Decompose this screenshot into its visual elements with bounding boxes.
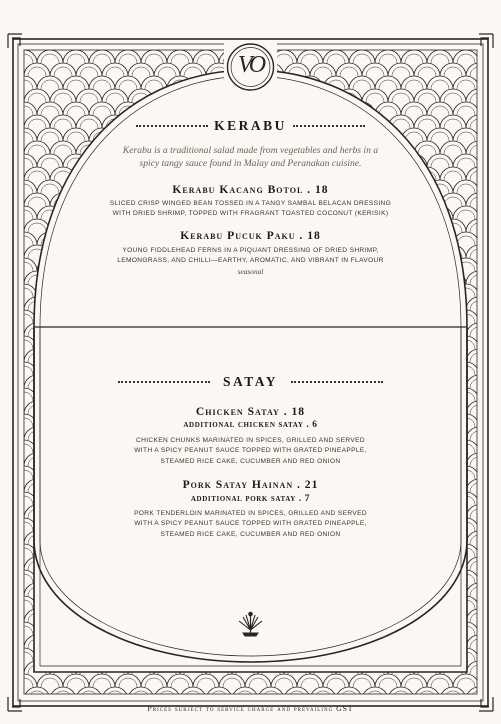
scallop-mark bbox=[470, 93, 488, 102]
scallop-mark bbox=[470, 275, 488, 284]
scallop-mark bbox=[2, 613, 20, 622]
scallop-mark bbox=[470, 665, 488, 674]
dish-description-line: WITH DRIED SHRIMP, TOPPED WITH FRAGRANT TOASTED COCONUT (KERISIK) bbox=[112, 210, 389, 218]
scallop-mark bbox=[132, 717, 150, 724]
scallop-mark bbox=[366, 717, 384, 724]
dish-description-line: WITH A SPICY PEANUT SAUCE TOPPED WITH GRATED PINEAPPLE, bbox=[134, 520, 367, 528]
scallop-mark bbox=[340, 691, 358, 700]
scallop-mark bbox=[327, 678, 345, 687]
scallop-mark bbox=[349, 674, 375, 687]
scallop-mark bbox=[41, 106, 59, 115]
scallop-mark bbox=[0, 574, 7, 583]
scallop-mark bbox=[0, 297, 24, 310]
scallop-mark bbox=[54, 93, 72, 102]
scallop-mark bbox=[314, 717, 332, 724]
scallop-mark bbox=[93, 106, 111, 115]
scallop-mark bbox=[2, 171, 20, 180]
scallop-mark bbox=[353, 80, 371, 89]
scallop-mark bbox=[106, 93, 124, 102]
footer-note: Prices subject to service charge and prevailing GST bbox=[147, 704, 354, 713]
scallop-mark bbox=[2, 691, 20, 700]
scallop-mark bbox=[210, 717, 228, 724]
scallop-mark bbox=[132, 691, 150, 700]
scallop-mark bbox=[50, 89, 76, 102]
scallop-mark bbox=[310, 713, 336, 724]
scallop-mark bbox=[0, 570, 11, 583]
dish-description-line: CHICKEN CHUNKS MARINATED IN SPICES, GRILLED AND SERVED bbox=[136, 437, 365, 444]
scallop-mark bbox=[180, 713, 206, 724]
scallop-mark bbox=[0, 323, 24, 336]
scallop-mark bbox=[457, 80, 475, 89]
scallop-mark bbox=[453, 102, 479, 115]
scallop-mark bbox=[0, 687, 24, 700]
scallop-mark bbox=[232, 713, 258, 724]
scallop-mark bbox=[0, 557, 24, 570]
scallop-mark bbox=[76, 89, 102, 102]
scallop-mark bbox=[102, 713, 128, 724]
scallop-mark bbox=[405, 106, 423, 115]
additional-pork-satay: additional pork satay . 7 bbox=[190, 494, 311, 504]
scallop-mark bbox=[0, 674, 11, 687]
scallop-mark bbox=[0, 310, 11, 323]
scallop-mark bbox=[2, 639, 20, 648]
scallop-mark bbox=[0, 102, 11, 115]
scallop-mark bbox=[158, 717, 176, 724]
scallop-mark bbox=[223, 678, 241, 687]
scallop-mark bbox=[0, 80, 7, 89]
kerabu-intro-line1: Kerabu is a traditional salad made from vegetables and herbs in a bbox=[122, 145, 379, 156]
scallop-mark bbox=[366, 93, 384, 102]
scallop-mark bbox=[336, 713, 362, 724]
scallop-mark bbox=[258, 713, 284, 724]
scallop-mark bbox=[232, 687, 258, 700]
scallop-mark bbox=[102, 89, 128, 102]
scallop-mark bbox=[89, 674, 115, 687]
scallop-mark bbox=[28, 691, 46, 700]
dish-description-line: LEMONGRASS, AND CHILLI—EARTHY, AROMATIC, AND VIBRANT IN FLAVOUR bbox=[117, 257, 384, 265]
scallop-mark bbox=[141, 674, 167, 687]
dish-kerabu-pucuk-paku: Kerabu Pucuk Paku . 18 bbox=[180, 229, 321, 242]
scallop-mark bbox=[0, 652, 7, 661]
scallop-mark bbox=[0, 626, 7, 635]
scallop-mark bbox=[275, 678, 293, 687]
scallop-mark bbox=[431, 80, 449, 89]
scallop-mark bbox=[401, 102, 427, 115]
scallop-mark bbox=[388, 713, 414, 724]
scallop-mark bbox=[470, 717, 488, 724]
scallop-mark bbox=[392, 717, 410, 724]
scallop-mark bbox=[470, 171, 488, 180]
scallop-mark bbox=[392, 93, 410, 102]
scallop-mark bbox=[427, 102, 453, 115]
scallop-mark bbox=[50, 687, 76, 700]
scallop-mark bbox=[145, 80, 163, 89]
scallop-mark bbox=[80, 691, 98, 700]
scallop-mark bbox=[470, 301, 488, 310]
scallop-mark bbox=[0, 288, 7, 297]
scallop-mark bbox=[80, 93, 98, 102]
scallop-mark bbox=[0, 340, 7, 349]
additional-chicken-satay: additional chicken satay . 6 bbox=[183, 420, 318, 430]
scallop-mark bbox=[0, 596, 11, 609]
scallop-mark bbox=[2, 301, 20, 310]
scallop-mark bbox=[431, 678, 449, 687]
scallop-mark bbox=[379, 80, 397, 89]
scallop-mark bbox=[249, 678, 267, 687]
scallop-mark bbox=[0, 661, 24, 674]
scallop-mark bbox=[0, 284, 11, 297]
scallop-mark bbox=[2, 717, 20, 724]
dish-description-line: WITH A SPICY PEANUT SAUCE TOPPED WITH GRATED PINEAPPLE, bbox=[134, 447, 367, 455]
scallop-mark bbox=[184, 717, 202, 724]
scallop-mark bbox=[340, 717, 358, 724]
scallop-mark bbox=[457, 106, 475, 115]
scallop-mark bbox=[470, 587, 488, 596]
scallop-mark bbox=[63, 674, 89, 687]
scallop-mark bbox=[67, 678, 85, 687]
scallop-mark bbox=[362, 713, 388, 724]
scallop-mark bbox=[310, 687, 336, 700]
dish-description-line: PORK TENDERLOIN MARINATED IN SPICES, GRILLED AND SERVED bbox=[134, 510, 367, 517]
scallop-mark bbox=[379, 106, 397, 115]
satay-section-title: SATAY bbox=[222, 374, 279, 389]
dish-description-line: STEAMED RICE CAKE, CUCUMBER AND RED ONION bbox=[160, 457, 341, 465]
scallop-mark bbox=[0, 544, 11, 557]
scallop-mark bbox=[375, 674, 401, 687]
scallop-mark bbox=[93, 80, 111, 89]
scallop-mark bbox=[28, 93, 46, 102]
scallop-mark bbox=[219, 674, 245, 687]
scallop-mark bbox=[297, 674, 323, 687]
scallop-mark bbox=[24, 713, 50, 724]
scallop-mark bbox=[470, 353, 488, 362]
scallop-mark bbox=[470, 691, 488, 700]
scallop-mark bbox=[453, 674, 479, 687]
scallop-mark bbox=[431, 106, 449, 115]
scallop-mark bbox=[236, 691, 254, 700]
scallop-mark bbox=[258, 687, 284, 700]
scallop-mark bbox=[418, 93, 436, 102]
scallop-mark bbox=[167, 674, 193, 687]
scallop-mark bbox=[0, 622, 11, 635]
kerabu-section-title: KERABU bbox=[214, 118, 287, 133]
scallop-mark bbox=[466, 713, 492, 724]
scallop-mark bbox=[0, 583, 24, 596]
scallop-mark bbox=[106, 691, 124, 700]
dish-pork-satay-hainan: Pork Satay Hainan . 21 bbox=[182, 478, 319, 491]
scallop-mark bbox=[80, 717, 98, 724]
scallop-mark bbox=[128, 687, 154, 700]
scallop-mark bbox=[405, 678, 423, 687]
scallop-mark bbox=[440, 89, 466, 102]
scallop-mark bbox=[2, 275, 20, 284]
monogram-text: VO bbox=[237, 52, 264, 78]
scallop-mark bbox=[193, 674, 219, 687]
scallop-mark bbox=[184, 691, 202, 700]
seasonal-note: seasonal bbox=[237, 267, 264, 276]
scallop-mark bbox=[271, 674, 297, 687]
scallop-mark bbox=[2, 665, 20, 674]
scallop-mark bbox=[366, 691, 384, 700]
scallop-mark bbox=[154, 687, 180, 700]
scallop-mark bbox=[24, 89, 50, 102]
dish-description-line: STEAMED RICE CAKE, CUCUMBER AND RED ONION bbox=[160, 530, 341, 538]
scallop-mark bbox=[54, 717, 72, 724]
scallop-mark bbox=[210, 691, 228, 700]
scallop-mark bbox=[76, 713, 102, 724]
dish-kerabu-kacang-botol: Kerabu Kacang Botol . 18 bbox=[172, 183, 329, 196]
scallop-mark bbox=[444, 93, 462, 102]
scallop-mark bbox=[379, 678, 397, 687]
scallop-mark bbox=[158, 691, 176, 700]
scallop-mark bbox=[89, 102, 115, 115]
scallop-mark bbox=[180, 687, 206, 700]
scallop-mark bbox=[37, 674, 63, 687]
scallop-mark bbox=[67, 80, 85, 89]
scallop-mark bbox=[67, 106, 85, 115]
scallop-mark bbox=[353, 678, 371, 687]
scallop-mark bbox=[262, 717, 280, 724]
scallop-mark bbox=[41, 678, 59, 687]
scallop-mark bbox=[414, 687, 440, 700]
scallop-mark bbox=[336, 687, 362, 700]
scallop-mark bbox=[115, 674, 141, 687]
scallop-mark bbox=[0, 89, 24, 102]
scallop-mark bbox=[206, 713, 232, 724]
scallop-mark bbox=[0, 314, 7, 323]
scallop-mark bbox=[0, 106, 7, 115]
scallop-mark bbox=[154, 713, 180, 724]
scallop-mark bbox=[0, 336, 11, 349]
scallop-mark bbox=[0, 548, 7, 557]
dish-chicken-satay: Chicken Satay . 18 bbox=[195, 405, 306, 418]
scallop-mark bbox=[0, 713, 24, 724]
scallop-mark bbox=[2, 327, 20, 336]
scallop-mark bbox=[206, 687, 232, 700]
scallop-mark bbox=[0, 392, 7, 401]
dish-description-line: SLICED CRISP WINGED BEAN TOSSED IN A TANGY SAMBAL BELACAN DRESSING bbox=[109, 200, 392, 207]
scallop-mark bbox=[457, 678, 475, 687]
scallop-mark bbox=[171, 678, 189, 687]
scallop-mark bbox=[2, 561, 20, 570]
scallop-mark bbox=[54, 691, 72, 700]
scallop-mark bbox=[444, 171, 462, 180]
scallop-mark bbox=[362, 89, 388, 102]
dish-description-line: YOUNG FIDDLEHEAD FERNS IN A PIQUANT DRESSING OF DRIED SHRIMP, bbox=[122, 247, 379, 254]
scallop-mark bbox=[197, 678, 215, 687]
scallop-mark bbox=[362, 687, 388, 700]
scallop-mark bbox=[440, 713, 466, 724]
kerabu-intro-line2: spicy tangy sauce found in Malay and Peranakan cuisine. bbox=[139, 158, 362, 169]
scallop-mark bbox=[418, 691, 436, 700]
scallop-mark bbox=[470, 639, 488, 648]
scallop-mark bbox=[37, 102, 63, 115]
scallop-mark bbox=[63, 102, 89, 115]
scallop-mark bbox=[28, 171, 46, 180]
scallop-mark bbox=[314, 691, 332, 700]
scallop-mark bbox=[284, 687, 310, 700]
scallop-mark bbox=[414, 713, 440, 724]
scallop-mark bbox=[444, 691, 462, 700]
scallop-mark bbox=[245, 674, 271, 687]
scallop-mark bbox=[2, 353, 20, 362]
scallop-mark bbox=[0, 600, 7, 609]
scallop-mark bbox=[24, 687, 50, 700]
scallop-mark bbox=[0, 609, 24, 622]
scallop-mark bbox=[262, 691, 280, 700]
scallop-mark bbox=[401, 674, 427, 687]
scallop-mark bbox=[50, 713, 76, 724]
scallop-mark bbox=[128, 713, 154, 724]
scallop-mark bbox=[418, 717, 436, 724]
scallop-mark bbox=[106, 717, 124, 724]
scallop-mark bbox=[414, 89, 440, 102]
scallop-mark bbox=[41, 80, 59, 89]
scallop-mark bbox=[28, 717, 46, 724]
scallop-mark bbox=[288, 717, 306, 724]
scallop-mark bbox=[288, 691, 306, 700]
scallop-mark bbox=[444, 717, 462, 724]
scallop-mark bbox=[440, 687, 466, 700]
scallop-mark bbox=[102, 687, 128, 700]
scallop-mark bbox=[119, 678, 137, 687]
scallop-mark bbox=[470, 613, 488, 622]
scallop-mark bbox=[470, 561, 488, 570]
scallop-mark bbox=[427, 674, 453, 687]
scallop-mark bbox=[0, 349, 24, 362]
scallop-mark bbox=[76, 687, 102, 700]
scallop-mark bbox=[388, 89, 414, 102]
scallop-mark bbox=[0, 678, 7, 687]
scallop-mark bbox=[392, 691, 410, 700]
scallop-mark bbox=[0, 635, 24, 648]
scallop-mark bbox=[284, 713, 310, 724]
scallop-mark bbox=[2, 587, 20, 596]
scallop-mark bbox=[323, 674, 349, 687]
scallop-mark bbox=[236, 717, 254, 724]
scallop-mark bbox=[470, 327, 488, 336]
scallop-mark bbox=[119, 80, 137, 89]
scallop-mark bbox=[405, 80, 423, 89]
scallop-mark bbox=[388, 687, 414, 700]
scallop-mark bbox=[301, 678, 319, 687]
scallop-mark bbox=[145, 678, 163, 687]
scallop-mark bbox=[93, 678, 111, 687]
scallop-mark bbox=[2, 93, 20, 102]
scallop-mark bbox=[0, 648, 11, 661]
